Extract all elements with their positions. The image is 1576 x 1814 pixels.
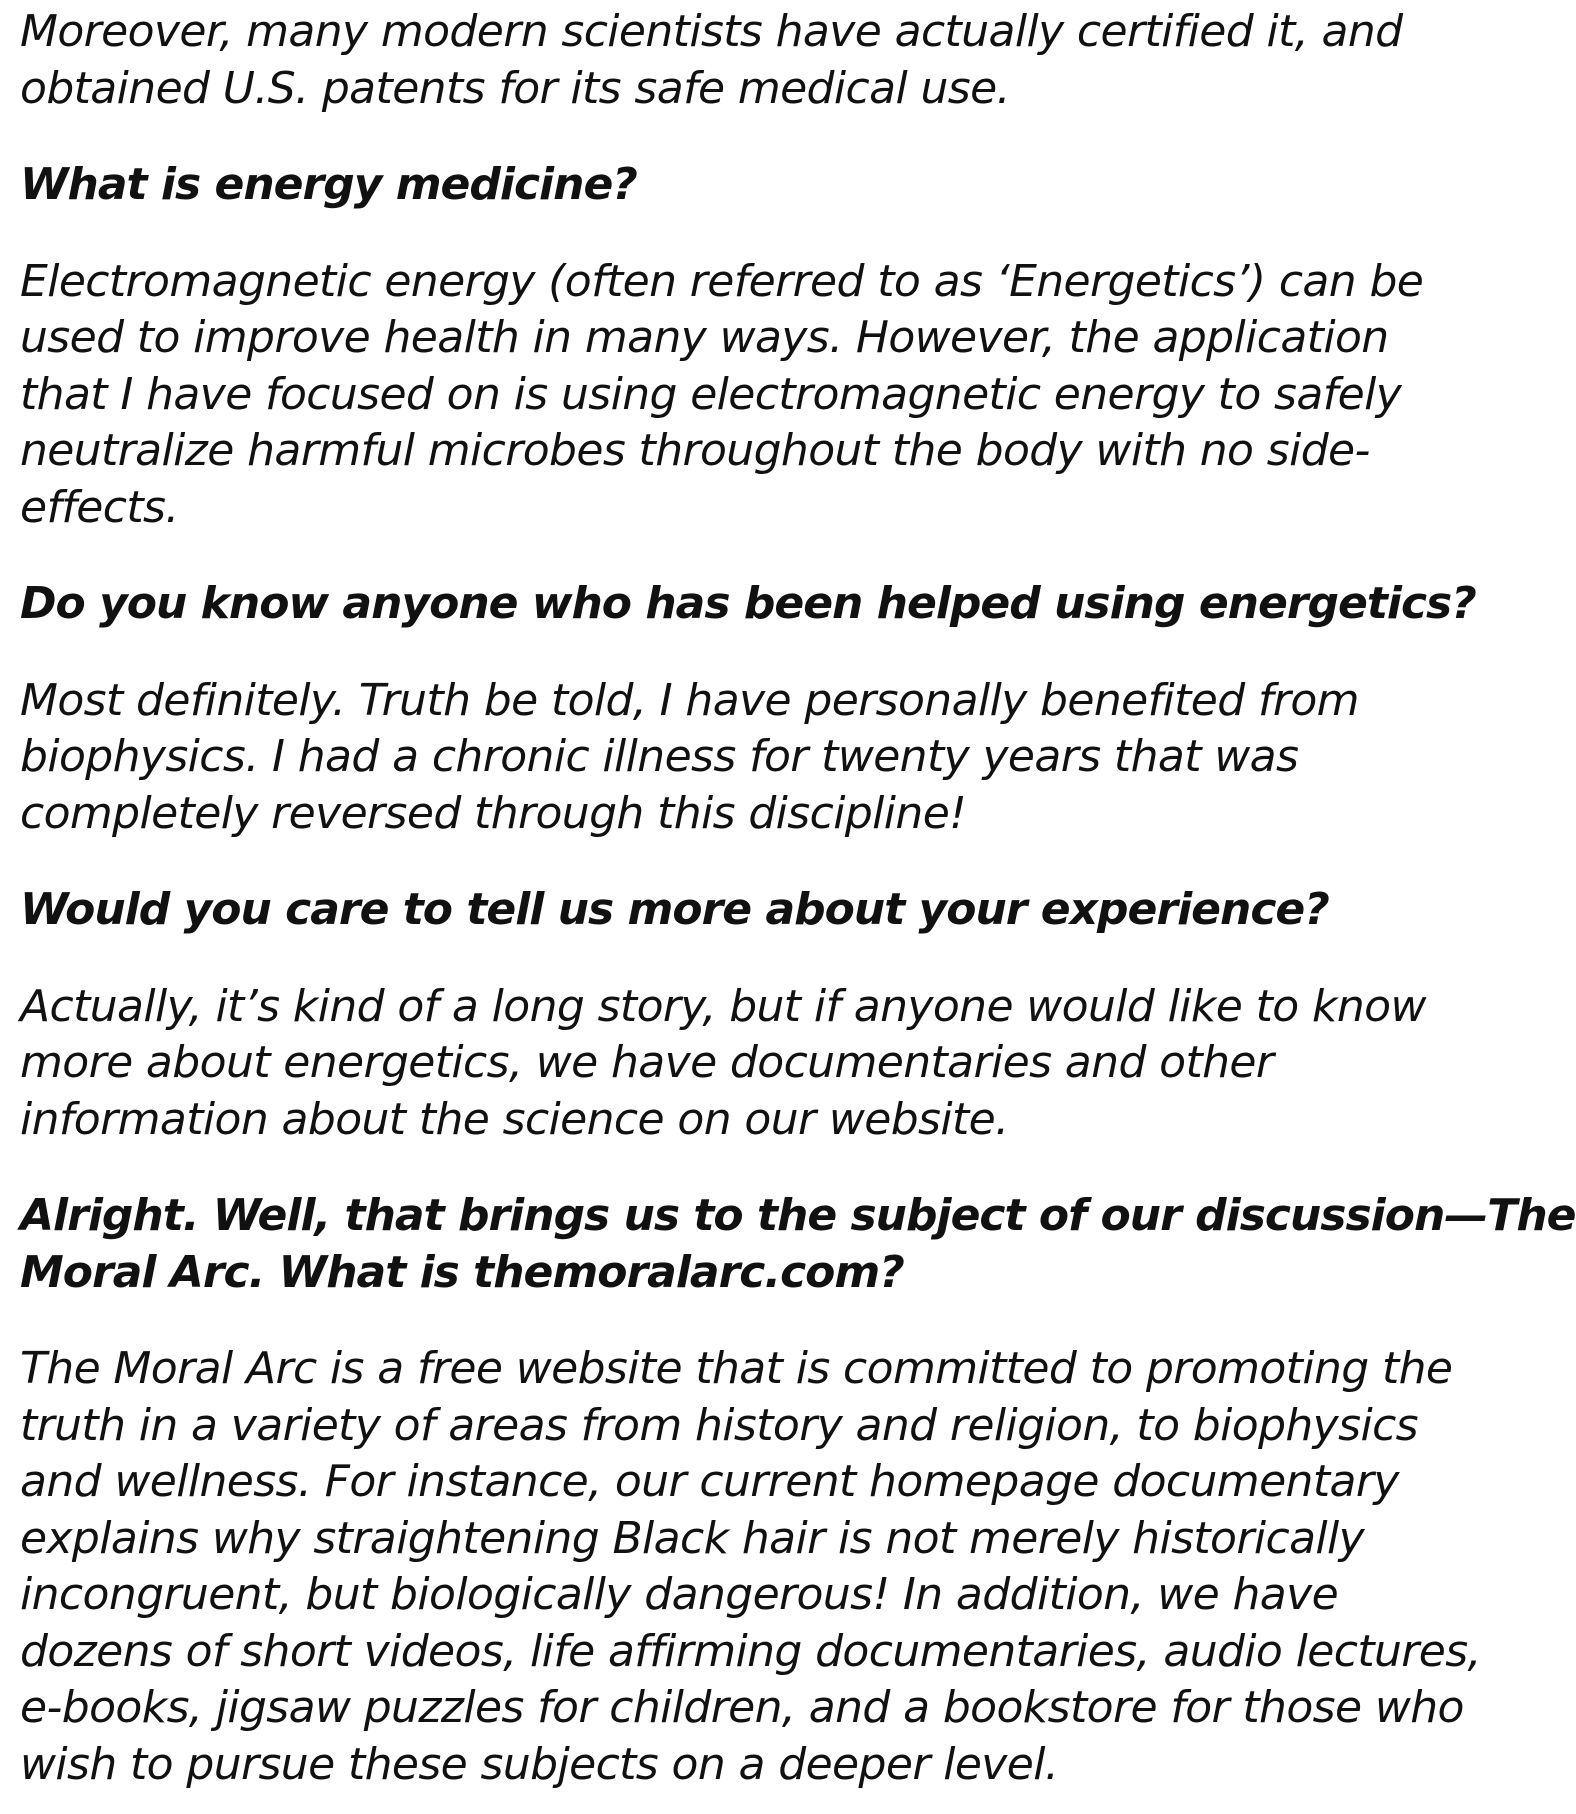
answer-paragraph	[20, 979, 1426, 1149]
question-heading	[20, 882, 1380, 939]
text-line: Moreover, many modern scientists have actually certified it, and	[20, 6, 1403, 57]
answer-paragraph	[20, 1341, 1481, 1793]
text-line: more about energetics, we have documentaries and other	[20, 1037, 1274, 1088]
text-line: obtained U.S. patents for its safe medical use.	[20, 62, 1010, 114]
text-line: truth in a variety of areas from history and religion, to biophysics	[20, 1399, 1418, 1451]
text-line: and wellness. For instance, our current homepage documentary	[20, 1456, 1399, 1507]
text-line: Do you know anyone who has been helped using energetics?	[20, 578, 1476, 629]
text-line: Electromagnetic energy (often referred to as ‘Energetics’) can be	[20, 255, 1424, 307]
document-page	[20, 4, 1576, 1793]
text-line: effects.	[20, 481, 179, 533]
text-line: Moral Arc. What is themoralarc.com?	[20, 1246, 904, 1298]
text-line: wish to pursue these subjects on a deeper level.	[20, 1738, 1059, 1790]
question-heading	[20, 157, 1380, 214]
text-line: e-books, jigsaw puzzles for children, and a bookstore for those who	[20, 1682, 1464, 1733]
text-line: Most definitely. Truth be told, I have personally benefited from	[20, 674, 1359, 726]
text-line: incongruent, but biologically dangerous! In addition, we have	[20, 1569, 1339, 1620]
text-line: The Moral Arc is a free website that is committed to promoting the	[20, 1343, 1453, 1394]
text-line: used to improve health in many ways. However, the application	[20, 312, 1389, 363]
text-line: Actually, it’s kind of a long story, but if anyone would like to know	[20, 980, 1426, 1032]
text-line: Alright. Well, that brings us to the subject of our discussion—The	[20, 1190, 1576, 1241]
question-heading	[20, 576, 1476, 633]
answer-paragraph	[20, 254, 1424, 537]
answer-paragraph	[20, 673, 1380, 843]
question-heading	[20, 1188, 1576, 1301]
text-line: explains why straightening Black hair is not merely historically	[20, 1512, 1365, 1564]
text-line: biophysics. I had a chronic illness for twenty years that was	[20, 731, 1299, 782]
text-line: that I have focused on is using electromagnetic energy to safely	[20, 368, 1402, 420]
text-line: completely reversed through this discipline!	[20, 787, 967, 839]
text-line: neutralize harmful microbes throughout the body with no side-	[20, 425, 1370, 476]
text-line: information about the science on our website.	[20, 1093, 1009, 1145]
text-line: dozens of short videos, life affirming documentaries, audio lectures,	[20, 1625, 1481, 1677]
text-line: Would you care to tell us more about your experience?	[20, 884, 1329, 935]
text-line: What is energy medicine?	[20, 159, 637, 210]
answer-paragraph	[20, 4, 1403, 117]
